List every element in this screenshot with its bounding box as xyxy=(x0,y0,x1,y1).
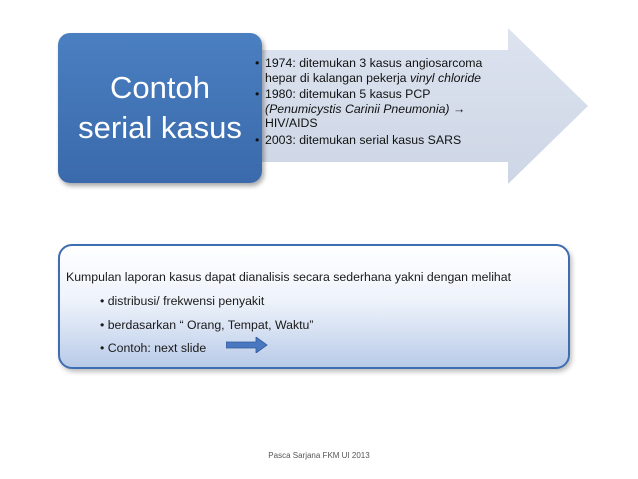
info-item: • berdasarkan “ Orang, Tempat, Waktu” xyxy=(100,318,314,332)
info-intro: Kumpulan laporan kasus dapat dianalisis secara sederhana yakni dengan melihat xyxy=(66,270,512,284)
bullet-italic: (Penumicystis Carinii Pneumonia) xyxy=(265,101,450,116)
bullet-text: • 1980: ditemukan 5 kasus PCP xyxy=(265,87,431,101)
title-line-1: Contoh xyxy=(110,70,210,105)
bullet-item xyxy=(255,133,555,148)
bullet-text: hepar di kalangan pekerja xyxy=(265,70,410,85)
info-item: • distribusi/ frekwensi penyakit xyxy=(100,294,265,308)
bullet-text-cont xyxy=(265,71,555,86)
title-box xyxy=(58,33,262,183)
title-line-2: serial kasus xyxy=(78,110,242,145)
info-item: • Contoh: next slide xyxy=(100,341,207,355)
bullet-list xyxy=(255,56,555,149)
bullet-text: • 1974: ditemukan 3 kasus angiosarcoma xyxy=(265,56,483,70)
bullet-italic: vinyl chloride xyxy=(409,70,482,85)
next-arrow-icon xyxy=(226,337,268,353)
footer: Pasca Sarjana FKM UI 2013 xyxy=(268,451,370,460)
info-box xyxy=(58,244,570,369)
right-arrow-icon: → xyxy=(449,101,466,116)
bullet-text: • 2003: ditemukan serial kasus SARS xyxy=(265,132,462,147)
bullet-text: HIV/AIDS xyxy=(265,116,318,130)
bullet-text-cont xyxy=(265,102,555,117)
bullet-item xyxy=(255,56,555,85)
bullet-item xyxy=(255,87,555,131)
